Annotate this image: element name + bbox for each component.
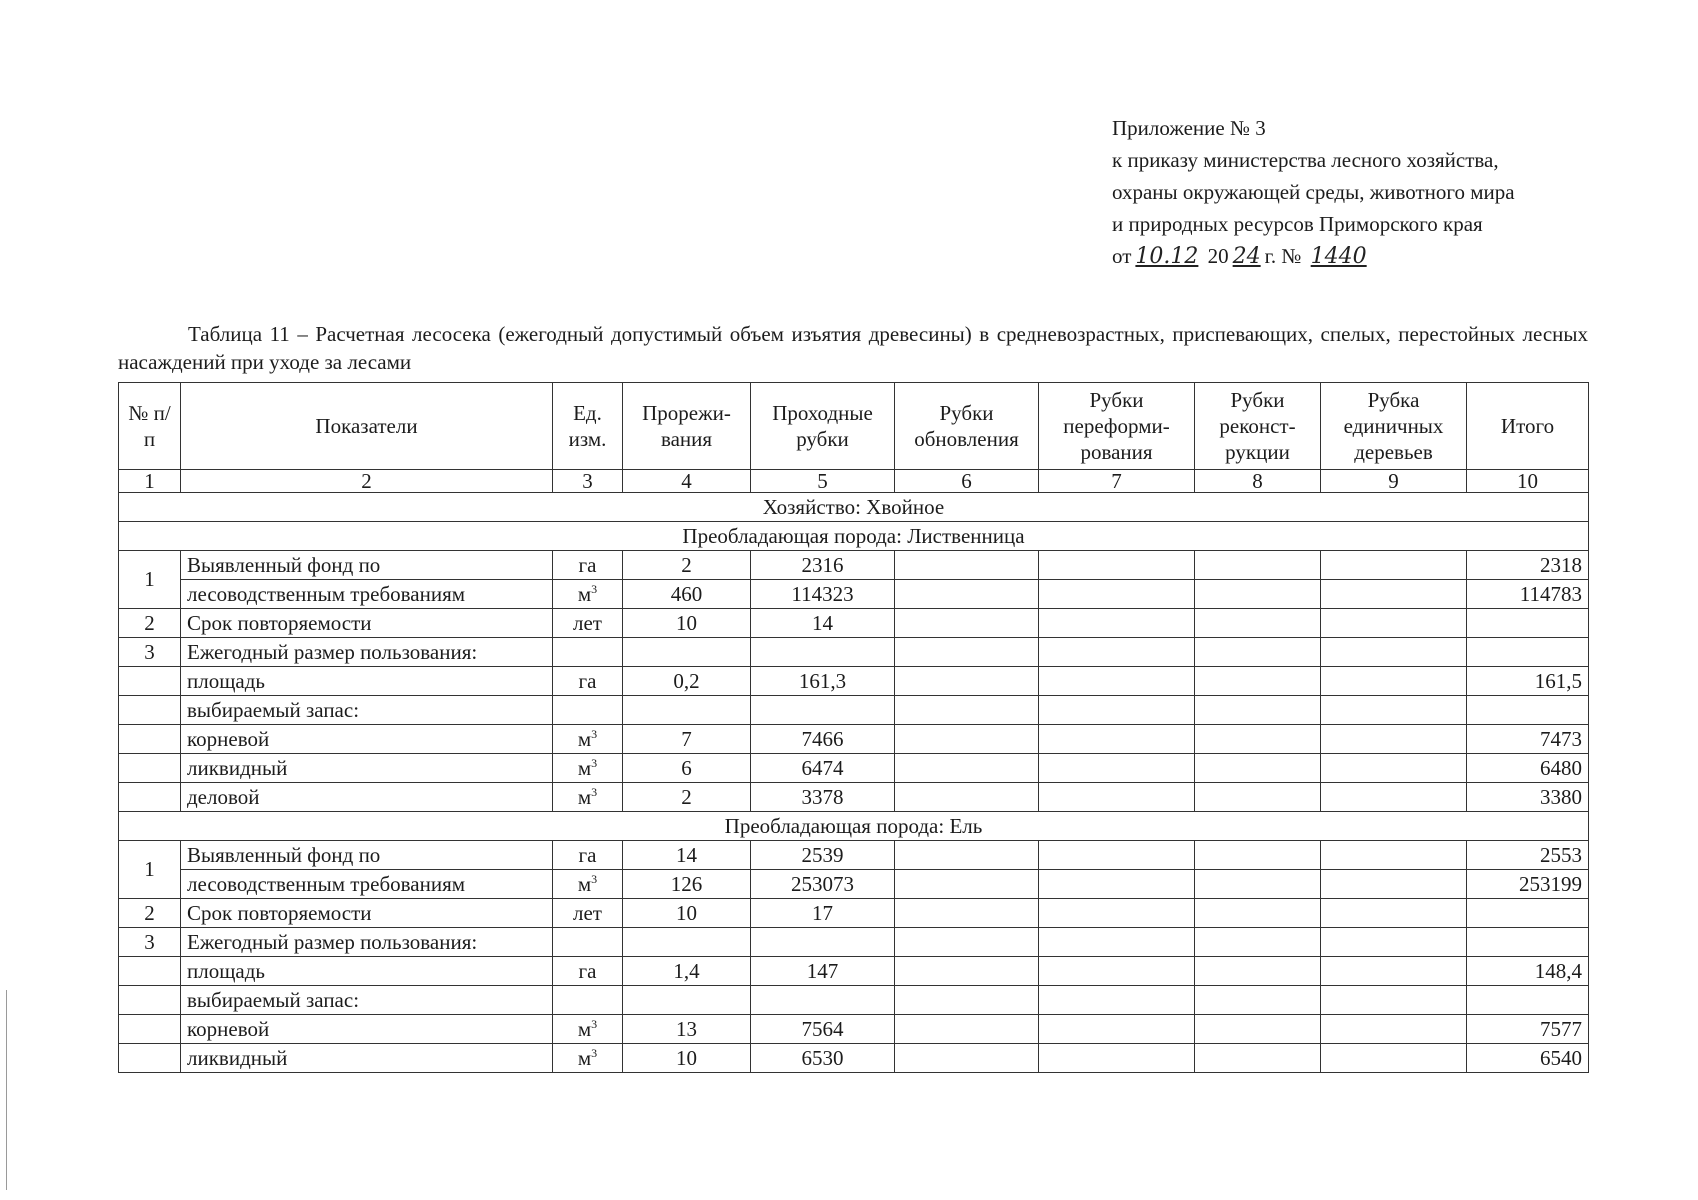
empty-cell	[1039, 725, 1195, 754]
empty-cell	[1321, 725, 1467, 754]
row-unit	[553, 1044, 623, 1073]
empty-cell	[1039, 928, 1195, 957]
handwritten-year: 24	[1232, 244, 1261, 269]
row-unit	[553, 783, 623, 812]
total-value: 7577	[1467, 1015, 1589, 1044]
unit-text: м	[577, 872, 592, 896]
empty-cell	[1321, 1015, 1467, 1044]
empty-cell	[119, 957, 181, 986]
row-label: Срок повторяемости	[181, 609, 553, 638]
row-label: лесоводственным требованиям	[181, 580, 553, 609]
empty-cell	[1195, 899, 1321, 928]
unit-superscript: 3	[591, 756, 598, 770]
year-unit: г. №	[1264, 244, 1302, 268]
empty-cell	[1467, 696, 1589, 725]
empty-cell	[1467, 638, 1589, 667]
group-title-larch: Преобладающая порода: Лиственница	[119, 522, 1589, 551]
empty-cell	[1467, 609, 1589, 638]
header-passage-felling: Проходные рубки	[751, 383, 895, 470]
empty-cell	[1467, 899, 1589, 928]
unit-superscript: 3	[591, 1046, 598, 1060]
empty-cell	[119, 986, 181, 1015]
thinning-value: 6	[623, 754, 751, 783]
empty-cell	[1321, 638, 1467, 667]
row-label: ликвидный	[181, 1044, 553, 1073]
unit-superscript: 3	[591, 1017, 598, 1031]
empty-cell	[119, 754, 181, 783]
row-unit: лет	[553, 609, 623, 638]
empty-cell	[1321, 928, 1467, 957]
row-num: 1	[119, 841, 181, 899]
group-title-spruce: Преобладающая порода: Ель	[119, 812, 1589, 841]
empty-cell	[1321, 609, 1467, 638]
row-unit: лет	[553, 899, 623, 928]
row-label: Выявленный фонд по	[181, 841, 553, 870]
appendix-date-line	[1112, 240, 1515, 273]
table-row	[119, 899, 1589, 928]
empty-cell	[1467, 986, 1589, 1015]
row-unit: га	[553, 957, 623, 986]
handwritten-date: 10.12	[1135, 244, 1199, 269]
thinning-value: 1,4	[623, 957, 751, 986]
row-label: корневой	[181, 725, 553, 754]
passage-value: 253073	[751, 870, 895, 899]
empty-cell	[895, 1044, 1039, 1073]
empty-cell	[895, 783, 1039, 812]
empty-cell	[1195, 1015, 1321, 1044]
empty-cell	[1321, 696, 1467, 725]
farm-title: Хозяйство: Хвойное	[119, 493, 1589, 522]
table-row	[119, 754, 1589, 783]
passage-value: 114323	[751, 580, 895, 609]
appendix-line-3: охраны окружающей среды, животного мира	[1112, 180, 1515, 204]
empty-cell	[1039, 667, 1195, 696]
empty-cell	[751, 696, 895, 725]
empty-cell	[623, 638, 751, 667]
empty-cell	[895, 551, 1039, 580]
passage-value: 147	[751, 957, 895, 986]
row-num: 3	[119, 638, 181, 667]
appendix-line-1: Приложение № 3	[1112, 116, 1266, 140]
total-value: 2318	[1467, 551, 1589, 580]
empty-cell	[1039, 551, 1195, 580]
table-row	[119, 667, 1589, 696]
empty-cell	[1039, 1044, 1195, 1073]
empty-cell	[895, 754, 1039, 783]
thinning-value: 7	[623, 725, 751, 754]
empty-cell	[1321, 841, 1467, 870]
empty-cell	[1195, 957, 1321, 986]
empty-cell	[553, 928, 623, 957]
total-value: 3380	[1467, 783, 1589, 812]
row-label: Срок повторяемости	[181, 899, 553, 928]
empty-cell	[553, 986, 623, 1015]
empty-cell	[119, 667, 181, 696]
row-unit: га	[553, 841, 623, 870]
total-value: 6540	[1467, 1044, 1589, 1073]
column-number: 3	[553, 470, 623, 493]
empty-cell	[895, 1015, 1039, 1044]
column-number: 6	[895, 470, 1039, 493]
thinning-value: 14	[623, 841, 751, 870]
empty-cell	[895, 928, 1039, 957]
table-row	[119, 1015, 1589, 1044]
empty-cell	[895, 667, 1039, 696]
empty-cell	[1321, 783, 1467, 812]
row-num: 1	[119, 551, 181, 609]
thinning-value: 10	[623, 609, 751, 638]
empty-cell	[1195, 754, 1321, 783]
unit-text: м	[577, 727, 592, 751]
empty-cell	[119, 1015, 181, 1044]
empty-cell	[1321, 870, 1467, 899]
thinning-value: 0,2	[623, 667, 751, 696]
total-value: 161,5	[1467, 667, 1589, 696]
row-num: 3	[119, 928, 181, 957]
passage-value: 7466	[751, 725, 895, 754]
empty-cell	[1039, 783, 1195, 812]
empty-cell	[895, 957, 1039, 986]
table-row	[119, 783, 1589, 812]
empty-cell	[1039, 754, 1195, 783]
unit-text: м	[577, 785, 592, 809]
unit-superscript: 3	[591, 872, 598, 886]
thinning-value: 10	[623, 1044, 751, 1073]
empty-cell	[119, 725, 181, 754]
passage-value: 14	[751, 609, 895, 638]
total-value: 6480	[1467, 754, 1589, 783]
empty-cell	[1039, 899, 1195, 928]
empty-cell	[553, 638, 623, 667]
scan-edge-line	[6, 990, 7, 1190]
appendix-line-2: к приказу министерства лесного хозяйства,	[1112, 148, 1499, 172]
header-row	[119, 383, 1589, 470]
empty-cell	[1039, 609, 1195, 638]
group-title-row	[119, 812, 1589, 841]
empty-cell	[895, 870, 1039, 899]
row-label: корневой	[181, 1015, 553, 1044]
empty-cell	[1195, 609, 1321, 638]
empty-cell	[895, 986, 1039, 1015]
date-prefix: от	[1112, 244, 1132, 268]
empty-cell	[1321, 1044, 1467, 1073]
empty-cell	[623, 696, 751, 725]
total-value: 2553	[1467, 841, 1589, 870]
row-label: площадь	[181, 667, 553, 696]
empty-cell	[1039, 870, 1195, 899]
table-row	[119, 870, 1589, 899]
table-row	[119, 638, 1589, 667]
table-caption: Таблица 11 – Расчетная лесосека (ежегодный допустимый объем изъятия древесины) в средневозрастных, приспевающих, спелых, перестойных лесных насаждений при уходе за лесами	[118, 322, 1588, 374]
column-number: 10	[1467, 470, 1589, 493]
header-reformation-felling: Рубки переформи-рования	[1039, 383, 1195, 470]
header-num: № п/п	[119, 383, 181, 470]
empty-cell	[1195, 667, 1321, 696]
empty-cell	[1195, 725, 1321, 754]
row-label: деловой	[181, 783, 553, 812]
column-number: 5	[751, 470, 895, 493]
empty-cell	[751, 638, 895, 667]
table-row	[119, 696, 1589, 725]
table-row	[119, 609, 1589, 638]
row-unit	[553, 1015, 623, 1044]
passage-value: 2539	[751, 841, 895, 870]
table-row	[119, 841, 1589, 870]
thinning-value: 460	[623, 580, 751, 609]
column-number: 2	[181, 470, 553, 493]
empty-cell	[1039, 638, 1195, 667]
row-unit	[553, 725, 623, 754]
row-label: Выявленный фонд по	[181, 551, 553, 580]
empty-cell	[1321, 667, 1467, 696]
empty-cell	[1321, 580, 1467, 609]
row-unit: га	[553, 667, 623, 696]
empty-cell	[1195, 1044, 1321, 1073]
unit-text: м	[577, 582, 592, 606]
empty-cell	[119, 783, 181, 812]
header-thinning: Прорежи-вания	[623, 383, 751, 470]
row-label: выбираемый запас:	[181, 696, 553, 725]
year-prefix: 20	[1207, 244, 1229, 268]
total-value: 114783	[1467, 580, 1589, 609]
total-value: 7473	[1467, 725, 1589, 754]
empty-cell	[1195, 551, 1321, 580]
row-num: 2	[119, 609, 181, 638]
appendix-block	[1112, 112, 1515, 273]
passage-value: 6474	[751, 754, 895, 783]
unit-text: м	[577, 1046, 592, 1070]
passage-value: 6530	[751, 1044, 895, 1073]
empty-cell	[1039, 1015, 1195, 1044]
handwritten-order-number: 1440	[1310, 244, 1367, 269]
passage-value: 161,3	[751, 667, 895, 696]
header-indicators: Показатели	[181, 383, 553, 470]
column-number-row	[119, 470, 1589, 493]
empty-cell	[1195, 928, 1321, 957]
row-num: 2	[119, 899, 181, 928]
table-row	[119, 551, 1589, 580]
empty-cell	[895, 899, 1039, 928]
empty-cell	[1039, 957, 1195, 986]
thinning-value: 10	[623, 899, 751, 928]
empty-cell	[119, 1044, 181, 1073]
empty-cell	[1321, 957, 1467, 986]
column-number: 7	[1039, 470, 1195, 493]
empty-cell	[623, 986, 751, 1015]
unit-text: м	[577, 1017, 592, 1041]
row-label: площадь	[181, 957, 553, 986]
header-single-tree-felling: Рубка единичных деревьев	[1321, 383, 1467, 470]
header-renewal-felling: Рубки обновления	[895, 383, 1039, 470]
row-label: лесоводственным требованиям	[181, 870, 553, 899]
empty-cell	[751, 928, 895, 957]
empty-cell	[1195, 638, 1321, 667]
empty-cell	[1039, 841, 1195, 870]
appendix-line-4: и природных ресурсов Приморского края	[1112, 212, 1483, 236]
row-label: ликвидный	[181, 754, 553, 783]
empty-cell	[1195, 783, 1321, 812]
thinning-value: 2	[623, 783, 751, 812]
empty-cell	[119, 696, 181, 725]
passage-value: 17	[751, 899, 895, 928]
empty-cell	[1039, 696, 1195, 725]
row-label: Ежегодный размер пользования:	[181, 638, 553, 667]
empty-cell	[895, 580, 1039, 609]
passage-value: 7564	[751, 1015, 895, 1044]
thinning-value: 2	[623, 551, 751, 580]
row-unit	[553, 754, 623, 783]
empty-cell	[1321, 986, 1467, 1015]
empty-cell	[623, 928, 751, 957]
column-number: 1	[119, 470, 181, 493]
empty-cell	[751, 986, 895, 1015]
table-row	[119, 1044, 1589, 1073]
empty-cell	[1195, 580, 1321, 609]
table-row	[119, 928, 1589, 957]
header-total: Итого	[1467, 383, 1589, 470]
table-row	[119, 725, 1589, 754]
thinning-value: 126	[623, 870, 751, 899]
empty-cell	[1321, 551, 1467, 580]
group-title-row	[119, 522, 1589, 551]
empty-cell	[1039, 986, 1195, 1015]
empty-cell	[895, 609, 1039, 638]
unit-superscript: 3	[591, 727, 598, 741]
thinning-value: 13	[623, 1015, 751, 1044]
column-number: 4	[623, 470, 751, 493]
empty-cell	[1195, 696, 1321, 725]
header-unit: Ед. изм.	[553, 383, 623, 470]
unit-superscript: 3	[591, 785, 598, 799]
passage-value: 2316	[751, 551, 895, 580]
total-value: 253199	[1467, 870, 1589, 899]
unit-superscript: 3	[591, 582, 598, 596]
empty-cell	[895, 725, 1039, 754]
empty-cell	[1467, 928, 1589, 957]
column-number: 9	[1321, 470, 1467, 493]
row-unit	[553, 580, 623, 609]
felling-table	[118, 382, 1589, 1073]
empty-cell	[895, 696, 1039, 725]
column-number: 8	[1195, 470, 1321, 493]
passage-value: 3378	[751, 783, 895, 812]
row-unit	[553, 870, 623, 899]
table-row	[119, 986, 1589, 1015]
table-row	[119, 580, 1589, 609]
farm-row	[119, 493, 1589, 522]
empty-cell	[895, 841, 1039, 870]
table-row	[119, 957, 1589, 986]
empty-cell	[553, 696, 623, 725]
row-unit: га	[553, 551, 623, 580]
empty-cell	[1195, 870, 1321, 899]
empty-cell	[1195, 986, 1321, 1015]
empty-cell	[1321, 899, 1467, 928]
total-value: 148,4	[1467, 957, 1589, 986]
unit-text: м	[577, 756, 592, 780]
empty-cell	[895, 638, 1039, 667]
header-reconstruction-felling: Рубки реконст-рукции	[1195, 383, 1321, 470]
empty-cell	[1195, 841, 1321, 870]
empty-cell	[1039, 580, 1195, 609]
row-label: выбираемый запас:	[181, 986, 553, 1015]
row-label: Ежегодный размер пользования:	[181, 928, 553, 957]
empty-cell	[1321, 754, 1467, 783]
